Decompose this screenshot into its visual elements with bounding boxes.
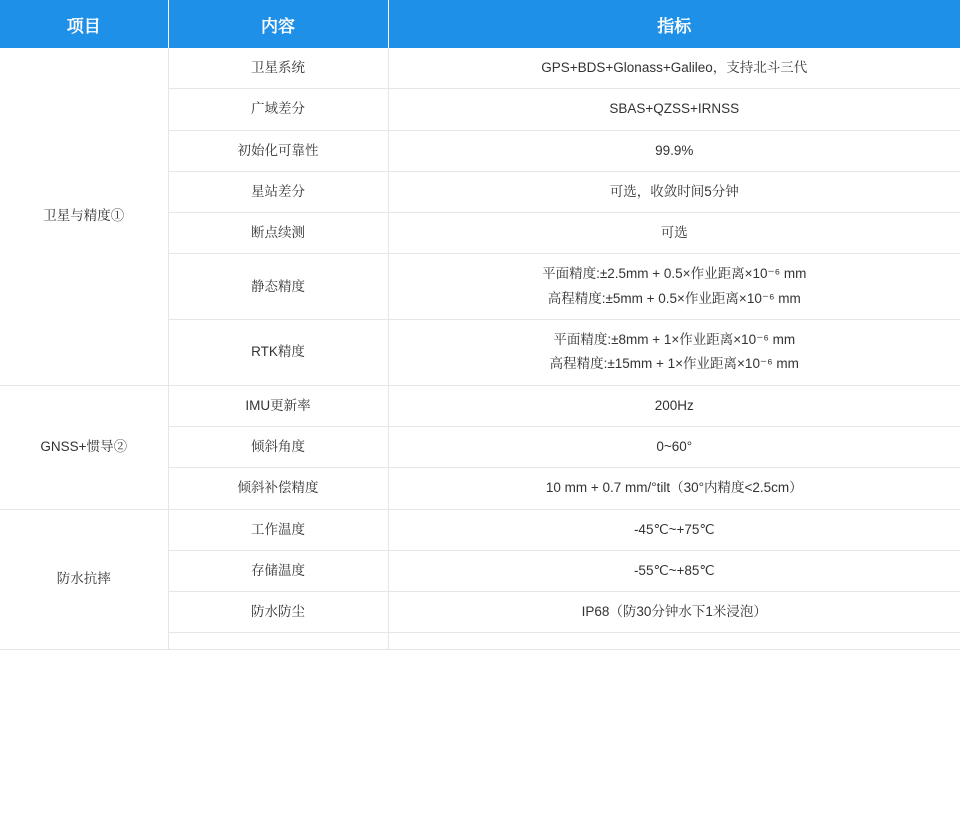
- row-value: [388, 509, 960, 550]
- row-value: [388, 550, 960, 591]
- value-line: 10 mm + 0.7 mm/°tilt（30°内精度<2.5cm）: [545, 480, 803, 496]
- row-value: [388, 592, 960, 633]
- row-item: 静态精度: [168, 254, 388, 320]
- row-value: [388, 213, 960, 254]
- row-item: 防水防尘: [168, 592, 388, 633]
- value-line: 99.9%: [655, 142, 694, 158]
- header-cell-content: 内容: [168, 0, 388, 48]
- row-value: [388, 171, 960, 212]
- value-line: IP68（防30分钟水下1米浸泡）: [581, 604, 767, 620]
- row-item: 星站差分: [168, 171, 388, 212]
- row-item: 工作温度: [168, 509, 388, 550]
- value-line: GPS+BDS+Glonass+Galileo，支持北斗三代: [541, 60, 808, 75]
- row-item: IMU更新率: [168, 385, 388, 426]
- row-item: [168, 633, 388, 650]
- row-value: [388, 468, 960, 509]
- row-item: 卫星系统: [168, 48, 388, 89]
- row-value: [388, 254, 960, 320]
- value-line: 200Hz: [654, 397, 694, 413]
- header-cell-spec: 指标: [388, 0, 960, 48]
- value-line: 平面精度:±8mm + 1×作业距离×10⁻⁶ mm: [553, 332, 796, 348]
- value-line: 可选: [660, 225, 688, 241]
- row-value: [388, 48, 960, 89]
- group-label: 防水抗摔: [0, 509, 168, 650]
- row-item: 初始化可靠性: [168, 130, 388, 171]
- table-header: [0, 0, 960, 48]
- group-label: GNSS+惯导②: [0, 385, 168, 509]
- row-item: RTK精度: [168, 320, 388, 386]
- value-line: -55℃~+85℃: [633, 562, 715, 578]
- row-value: [388, 130, 960, 171]
- row-item: 断点续测: [168, 213, 388, 254]
- header-cell-project: 项目: [0, 0, 168, 48]
- value-line: 可选，收敛时间5分钟: [609, 183, 739, 199]
- header-row: [0, 0, 960, 48]
- row-item: 存储温度: [168, 550, 388, 591]
- value-line: 高程精度:±5mm + 0.5×作业距离×10⁻⁶ mm: [547, 290, 801, 306]
- row-item: 广域差分: [168, 89, 388, 130]
- row-value: [388, 633, 960, 650]
- row-value: [388, 426, 960, 467]
- row-value: [388, 385, 960, 426]
- value-line: SBAS+QZSS+IRNSS: [609, 101, 740, 117]
- row-value: [388, 89, 960, 130]
- table-row: [0, 385, 960, 426]
- value-line: -45℃~+75℃: [633, 521, 715, 537]
- value-line: 高程精度:±15mm + 1×作业距离×10⁻⁶ mm: [549, 356, 799, 372]
- table-body: [0, 48, 960, 650]
- table-row: [0, 509, 960, 550]
- value-line: 平面精度:±2.5mm + 0.5×作业距离×10⁻⁶ mm: [542, 266, 807, 282]
- row-item: 倾斜角度: [168, 426, 388, 467]
- row-item: 倾斜补偿精度: [168, 468, 388, 509]
- group-label: 卫星与精度①: [0, 48, 168, 385]
- table-row: [0, 48, 960, 89]
- row-value: [388, 320, 960, 386]
- value-line: 0~60°: [656, 438, 693, 454]
